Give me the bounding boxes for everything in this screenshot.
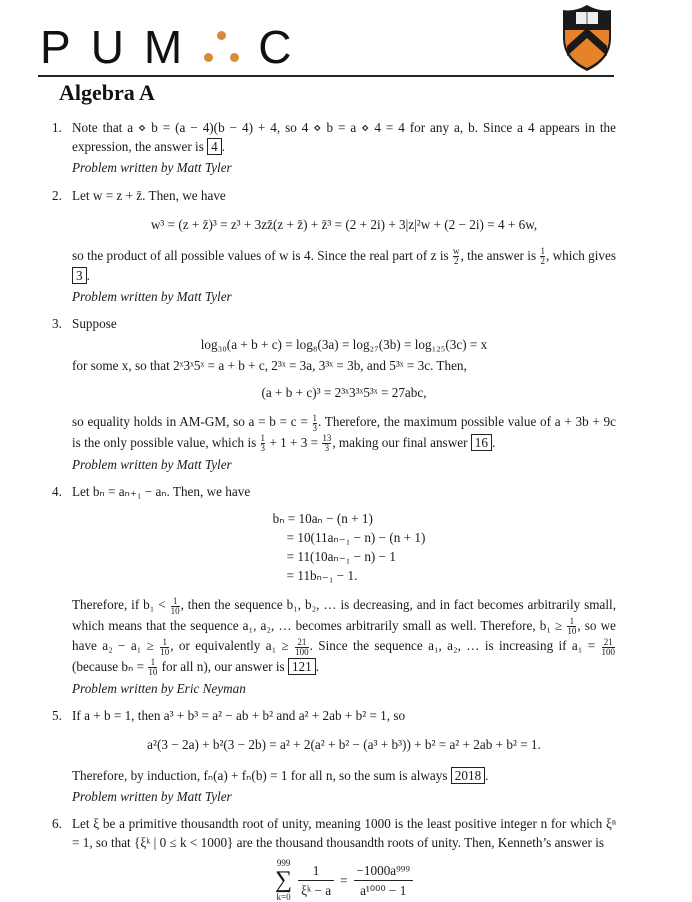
problem-number: 4. [52,484,62,500]
problem-3: 3. Suppose log₃₀(a + b + c) = log₈(3a) = log₂₇(3b) = log₁₂₅(3c) = x for some x, so that 2ˣ3ˣ5ˣ = a + b + c, 2³ˣ = 3a, 3³ˣ = 3b, and 5³ˣ = 3c. Then, (a + b + c)³ = 2³ˣ3³ˣ5³ˣ = 27abc, so equality holds in AM-GM, so a = b = c = $\frac{1}{3}$ . Therefore, the maximum possible value of a + 3b + 9c is the only possible value, which is $\frac{1}{3}$ + 1 + 3 = $\frac{13}{3}$ , making our final answer 16 . Problem written by Matt Tyler [52,316,617,473]
section-title: Algebra A [59,80,155,105]
logo-letter: U [90,21,144,73]
solution-text: , then the sequence b₁, b₂, … is decreasing, and in fact becomes arbitrarily small, which means that the sequence a₁, a₂, … becomes arbitrarily small as well. Therefore, b₁ ≥ [72,597,616,633]
sum-equation [72,852,616,902]
problem-author: Problem written by Eric Neyman [72,681,246,697]
aligned-equations [72,509,616,585]
solution-text: Therefore, if b₁ < [72,597,166,613]
fraction: $\frac{13}{3}$ [322,433,332,454]
answer-box: 121 [288,658,316,675]
princeton-shield-icon [561,4,613,72]
solution-text: so equality holds in AM-GM, so a = b = c = [72,414,308,430]
problem-number: 3. [52,316,62,332]
problem-6 [52,814,616,902]
solution-text: , which gives [545,248,617,263]
solution-text: Therefore, by induction, fₙ(a) + fₙ(b) = 1 for all n, so the sum is always [72,768,448,784]
equation-line: = 11(10aₙ₋₁ − n) − 1 [286,549,396,565]
solution-text: Note that a ⋄ b = (a − 4)(b − 4) + 4, so 4 ⋄ b = a ⋄ 4 = 4 for any a, b. Since a 4 appears in the expression, the answer is [72,120,616,154]
header-rule [38,75,614,77]
fraction: $\frac{1}{10}$ [148,657,158,678]
solution-text: so the product of all possible values of w is 4. Since the real part of z is [72,248,449,263]
problem-1: 1. Note that a ⋄ b = (a − 4)(b − 4) + 4, so 4 ⋄ b = a ⋄ 4 = 4 for any a, b. Since a 4 appears in the expression, the answer is 4 . Problem written by Matt Tyler [52,120,616,175]
problem-4: 4. Let bₙ = aₙ₊₁ − aₙ. Then, we have bₙ = 10aₙ − (n + 1) = 10(11aₙ₋₁ − n) − (n + 1) = 11(10aₙ₋₁ − n) − 1 = 11bₙ₋₁ − 1. Therefore, if b₁ < $\frac{1}{10}$ , then the sequence b₁, b₂, … is decreasing, and in fact becomes arbitrarily small, which means that the sequence a₁, a₂, … becomes arbitrarily small as well. Therefore, b₁ ≥ $\frac{1}{10}$ , so we have a₂ − a₁ ≥ $\frac{1}{10}$ , or equivalently a₁ ≥ $\frac{21}{100}$ . Since the sequence a₁, a₂, … is increasing if a₁ = $\frac{21}{100}$ (because bₙ = $\frac{1}{10}$ for all n), our answer is 121 . Problem written by Eric Neyman [52,484,617,697]
fraction: $\frac{1}{3}$ [260,433,266,454]
fraction: $\frac{1}{10}$ [170,595,180,616]
display-equation: w³ = (z + z̄)³ = z³ + 3zz̄(z + z̄) + z̄³ = (2 + 2i) + 3|z|²w + (2 − 2i) = 4 + 6w, [150,217,538,232]
solution-text: Let ξ be a primitive thousandth root of unity, meaning 1000 is the least positive integer n for which ξⁿ = 1, so that {ξᵏ | 0 ≤ k < 1000} are the thousand thousandth roots of unity. Then, Kenneth’s answer is [72,816,616,851]
solution-text: , making our final answer [332,434,468,450]
fraction: $\frac{1}{2}$ [540,246,545,267]
fraction: $\frac{1}{10}$ [567,616,577,637]
solution-text: Suppose [72,316,117,332]
problem-author: Problem written by Matt Tyler [72,457,232,473]
summation-icon: 999 ∑ k=0 [275,858,293,902]
fraction: $\frac{1}{3}$ [312,412,318,433]
problem-number: 2. [52,188,62,203]
answer-box: 3 [72,267,87,284]
display-equation: a²(3 − 2a) + b²(3 − 2b) = a² + 2(a² + b² − (a³ + b³)) + b² = a² + 2ab + b² = 1. [147,737,541,753]
problem-number: 6. [52,816,62,832]
solution-text: + 1 + 3 = [269,434,319,450]
problem-author: Problem written by Matt Tyler [72,289,232,305]
sum-lower-limit: k=0 [276,892,291,902]
logo-letter: M [143,21,203,73]
fraction: $\frac{w}{2}$ [452,246,460,267]
solution-text: If a + b = 1, then a³ + b³ = a² − ab + b² and a² + 2ab + b² = 1, so [72,708,406,724]
display-equation: (a + b + c)³ = 2³ˣ3³ˣ5³ˣ = 27abc, [261,385,427,401]
problem-number: 5. [52,708,62,724]
solution-text: Let w = z + z̄. Then, we have [72,188,226,203]
solution-text: for all n), our answer is [161,658,285,674]
problem-author: Problem written by Matt Tyler [72,789,232,805]
solution-text: . Since the sequence a₁, a₂, … is increasing if a₁ = [309,638,596,654]
logo-letter: P [40,21,91,73]
fraction: $\frac{\text{−1000a⁹⁹⁹}}{\text{a¹⁰⁰⁰ − 1}}$ [354,861,413,900]
answer-box: 16 [471,434,492,451]
equation-line: bₙ = 10aₙ − (n + 1) [272,511,373,527]
solution-text: for some x, so that 2ˣ3ˣ5ˣ = a + b + c, 2³ˣ = 3a, 3³ˣ = 3b, and 5³ˣ = 3c. Then, [72,358,467,374]
problem-2: 2. Let w = z + z̄. Then, we have w³ = (z + z̄)³ = z³ + 3zz̄(z + z̄) + z̄³ = (2 + 2i) + 3|z|²w + (2 − 2i) = 4 + 6w, so the product of all possible values of w is 4. Since the real part of z is $\frac{w}{2}$ , the answer is $\frac{1}{2}$ , which gives 3 . Problem written by Matt Tyler [52,188,617,305]
solutions-list [52,118,616,902]
fraction: $\frac{21}{100}$ [295,636,309,657]
logo-dots-icon [202,27,242,67]
equation-line: = 10(11aₙ₋₁ − n) − (n + 1) [286,530,426,546]
solution-text: Let bₙ = aₙ₊₁ − aₙ. Then, we have [72,484,251,500]
answer-box: 4 [207,138,222,155]
problem-author: Problem written by Matt Tyler [72,160,232,175]
page-header [0,0,692,80]
fraction: $\frac{1}{\text{ξᵏ − a}}$ [298,861,334,900]
solution-text: , or equivalently a₁ ≥ [170,638,289,654]
solution-text: , the answer is [460,248,537,263]
equation-line: = 11bₙ₋₁ − 1. [286,568,358,584]
solution-text: , so we have a₂ − a₁ ≥ [72,617,617,654]
problem-5: 5. If a + b = 1, then a³ + b³ = a² − ab + b² and a² + 2ab + b² = 1, so a²(3 − 2a) + b²(3 − 2b) = a² + 2(a² + b² − (a³ + b³)) + b² = a² + 2ab + b² = 1. Therefore, by induction, fₙ(a) + fₙ(b) = 1 for all n, so the sum is always 2018 . Problem written by Matt Tyler [52,706,616,806]
equals-sign: = [340,872,348,888]
fraction: $\frac{1}{10}$ [160,636,170,657]
answer-box: 2018 [451,767,485,784]
pumac-logo [40,22,311,72]
fraction: $\frac{21}{100}$ [601,636,616,657]
solution-text: (because bₙ = [72,658,145,674]
logo-letter: C [258,21,312,73]
sum-upper-limit: 999 [276,858,291,869]
solution-text: . Therefore, the maximum possible value of a + 3b + 9c is the only possible value, which is [72,414,617,450]
problem-number: 1. [52,120,62,135]
display-equation: log₃₀(a + b + c) = log₈(3a) = log₂₇(3b) = log₁₂₅(3c) = x [200,337,488,353]
